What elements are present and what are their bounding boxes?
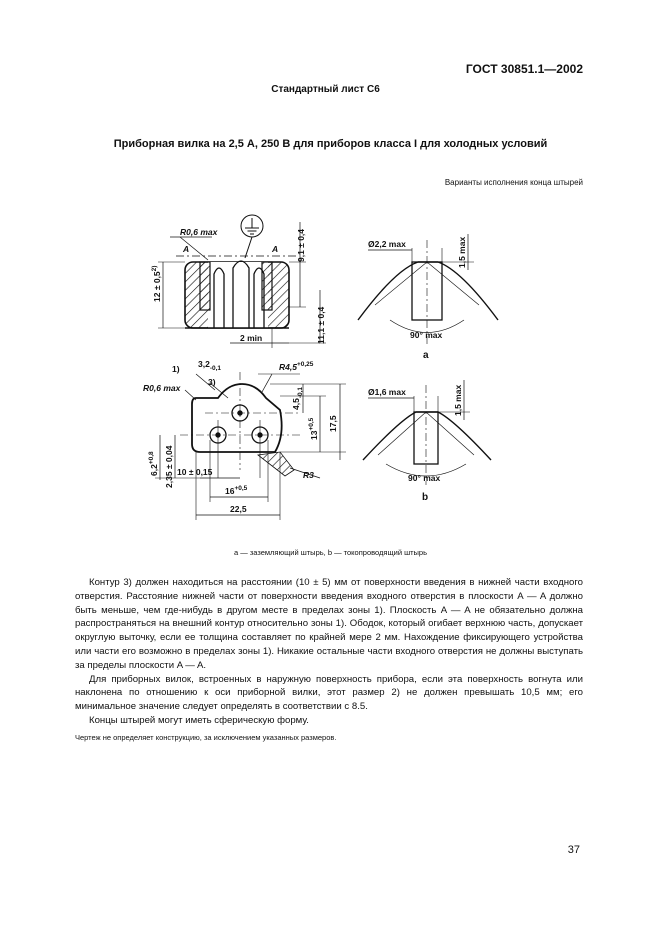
dim-2min: 2 min (240, 333, 263, 343)
dim-r45-sup: +0,25 (296, 361, 314, 368)
variant-a-label: a (423, 350, 429, 361)
document-title: Приборная вилка на 2,5 А, 250 В для приборов класса I для холодных условий (113, 138, 548, 150)
page-number: 37 (567, 844, 580, 856)
drawing-note: Чертеж не определяет конструкцию, за исключением указанных размеров. (75, 732, 337, 742)
dim-225: 22,5 (230, 504, 247, 514)
variant-a-15: 1,5 max (457, 236, 467, 268)
dim-10: 10 ± 0,15 (177, 467, 213, 477)
variant-b-15: 1,5 max (453, 384, 463, 416)
variant-b-label: b (422, 492, 429, 503)
body-text (75, 576, 583, 745)
plan-note-3: 3) (208, 377, 216, 387)
dim-62-value: 6,2 (149, 464, 159, 476)
variant-a-angle: 90° max (410, 330, 443, 340)
dim-62-sup: +0,8 (148, 451, 155, 465)
paragraph-2: Для приборных вилок, встроенных в наружную поверхность прибора, если эта поверхность вогнута или наклонена по отношению к оси приборной вилки, этот размер 2) не должен превышать 10,5 мм; его минимальное значение следует определять в соответствии с 8.5. (75, 673, 583, 713)
dim-13-sup: +0,5 (308, 417, 315, 431)
dim-13-value: 13 (309, 430, 319, 440)
dim-32-sub: -0,1 (209, 365, 222, 372)
dim-height-value: 12 ± 0,5 (152, 271, 162, 302)
dim-62 (148, 451, 159, 476)
plan-note-1: 1) (172, 364, 180, 374)
label-section-a-right: A (272, 244, 279, 254)
standard-number: ГОСТ 30851.1—2002 (465, 62, 583, 76)
dim-235: 2,35 ± 0,04 (164, 445, 174, 488)
figure-caption: a — заземляющий штырь, b — токопроводящий штырь (233, 548, 428, 557)
dim-r45 (279, 361, 314, 372)
dim-16-value: 16 (225, 486, 235, 496)
plan-view (155, 372, 346, 520)
dim-13 (308, 417, 319, 440)
paragraph-1: Контур 3) должен находиться на расстоянии (10 ± 5) мм от поверхности введения в нижней части входного отверстия. Расстояние нижней части от поверхности введения входного отверстия в плоскости A — A должно быть меньше, чем где-нибудь в другом месте в пределах зоны 1). Плоскость A — A не обязательно должна распространяться на внешний контур относительно зоны 1). Ободок, который огибает верхнюю часть, допускает округлую выточку, если ее толщина составляет по крайней мере 2 мм. Нахождение фиксирующего устройства или части его возможно в пределах зоны 1). Никакие остальные части входного отверстия не должны выступать за пределы плоскости A — A. (75, 577, 583, 671)
dim-175: 17,5 (328, 415, 338, 432)
dim-16 (225, 485, 248, 496)
variant-b-angle: 90° max (408, 473, 441, 483)
dim-height-front (151, 266, 162, 302)
dim-r45-value: R4,5 (279, 362, 297, 372)
variant-b-dia: Ø1,6 max (368, 387, 406, 397)
variant-a-view (358, 234, 498, 345)
paragraph-3: Концы штырей могут иметь сферическую форму. (89, 714, 309, 726)
dim-111: 11,1 ± 0,4 (316, 306, 326, 344)
dim-45 (291, 387, 304, 410)
dim-45-value: 4,5 (291, 398, 301, 410)
label-r06-front: R0,6 max (180, 227, 218, 237)
dim-r3: R3 (303, 470, 314, 480)
dim-16-sup: +0,5 (234, 485, 248, 492)
sheet-title-text: Стандартный лист С6 (271, 84, 380, 95)
dim-32 (198, 359, 221, 372)
dim-height-sup: 2) (151, 265, 158, 272)
variant-a-dia: Ø2,2 max (368, 239, 406, 249)
dim-91: 9,1 ± 0,4 (296, 228, 306, 262)
dim-32-value: 3,2 (198, 359, 210, 369)
dim-45-sub: -0,1 (297, 386, 304, 399)
earth-symbol-icon (241, 215, 263, 258)
variants-label: Варианты исполнения конца штырей (444, 178, 583, 187)
dim-r06-plan: R0,6 max (143, 383, 181, 393)
label-section-a-left: A (183, 244, 190, 254)
